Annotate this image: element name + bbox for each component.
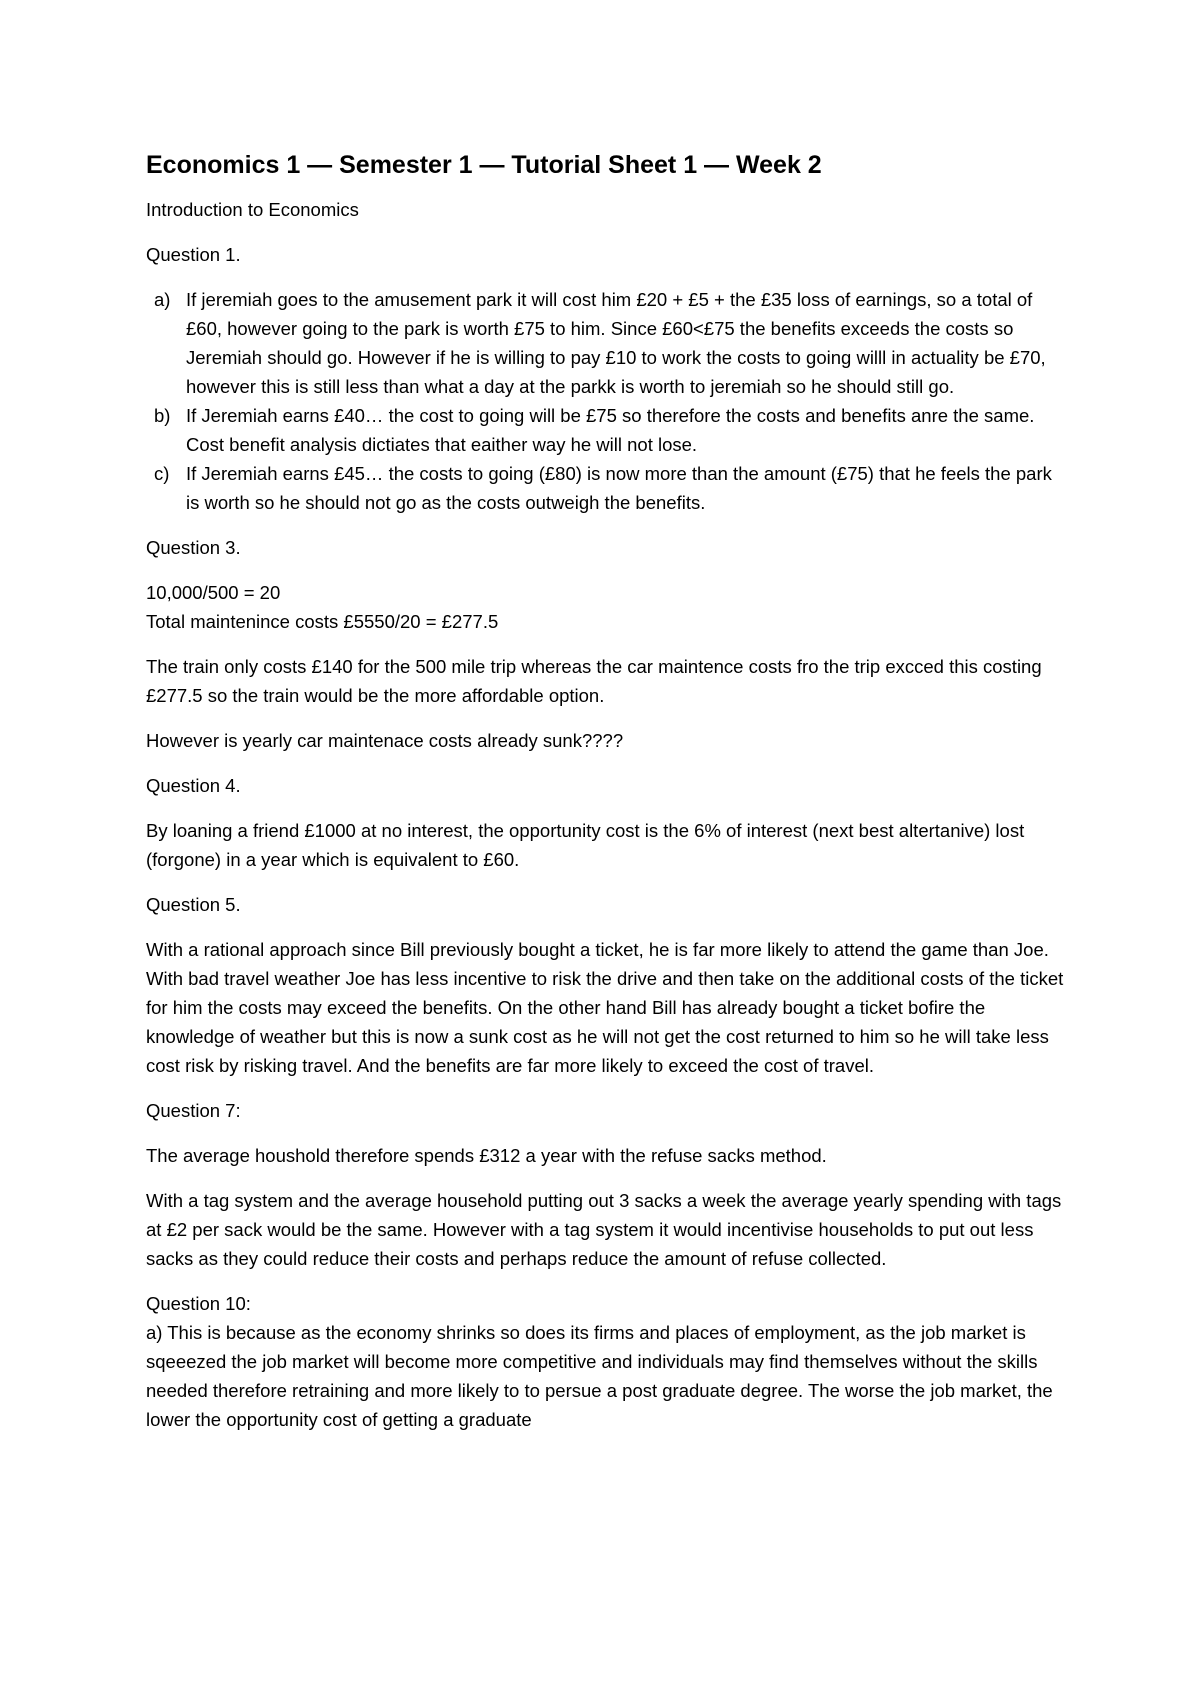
question-5-answer: With a rational approach since Bill previously bought a ticket, he is far more likely to attend the game than Joe. With bad travel weather Joe has less incentive to risk the drive and then take on the additional costs of the ticket for him the costs may exceed the benefits. On the other hand Bill has already bought a ticket bofire the knowledge of weather but this is now a sunk cost as he will not get the cost returned to him so he will take less cost risk by risking travel. And the benefits are far more likely to exceed the cost of travel.	[146, 939, 1064, 1076]
question-10-heading: Question 10:	[146, 1293, 251, 1314]
list-item-text: If jeremiah goes to the amusement park it will cost him £20 + £5 + the £35 loss of earnings, so a total of £60, however going to the park is worth £75 to him. Since £60<£75 the benefits exceeds the costs so Jeremiah should go. However if he is willing to pay £10 to work the costs to going willl in actuality be £70, however this is still less than what a day at the parkk is worth to jeremiah so he should still go.	[186, 289, 1046, 397]
question-1-item-c	[146, 459, 1066, 517]
question-5-heading: Question 5.	[146, 894, 241, 915]
document-title: Economics 1 — Semester 1 — Tutorial Sheet 1 — Week 2	[146, 151, 822, 179]
document-subtitle: Introduction to Economics	[146, 199, 359, 220]
question-4-heading: Question 4.	[146, 775, 241, 796]
list-marker: a)	[154, 289, 171, 310]
question-3-note: However is yearly car maintenace costs already sunk????	[146, 730, 624, 751]
question-3-calculation	[146, 578, 1066, 636]
question-7-heading: Question 7:	[146, 1100, 241, 1121]
question-10-answer: a) This is because as the economy shrinks so does its firms and places of employment, as the job market is sqeeezed the job market will become more competitive and individuals may find themselves without the skills needed therefore retraining and more likely to to persue a post graduate degree. The worse the job market, the lower the opportunity cost of getting a graduate	[146, 1322, 1053, 1430]
list-item-text: If Jeremiah earns £40… the cost to going will be £75 so therefore the costs and benefits anre the same. Cost benefit analysis dictiates that eaither way he will not lose.	[186, 405, 1035, 455]
question-1-heading: Question 1.	[146, 244, 241, 265]
calc-line: 10,000/500 = 20	[146, 582, 281, 603]
calc-line: Total maintenince costs £5550/20 = £277.5	[146, 611, 499, 632]
question-1-item-b	[146, 401, 1066, 459]
list-item-text: If Jeremiah earns £45… the costs to going (£80) is now more than the amount (£75) that he feels the park is worth so he should not go as the costs outweigh the benefits.	[186, 463, 1052, 513]
list-marker: b)	[154, 405, 171, 426]
question-1-item-a	[146, 285, 1066, 401]
document-body	[146, 148, 1066, 1450]
question-7-answer: The average houshold therefore spends £312 a year with the refuse sacks method.	[146, 1145, 827, 1166]
question-3-heading: Question 3.	[146, 537, 241, 558]
list-marker: c)	[154, 463, 170, 484]
question-4-answer: By loaning a friend £1000 at no interest, the opportunity cost is the 6% of interest (next best altertanive) lost (forgone) in a year which is equivalent to £60.	[146, 820, 1025, 870]
question-3-answer: The train only costs £140 for the 500 mile trip whereas the car maintence costs fro the trip excced this costing £277.5 so the train would be the more affordable option.	[146, 656, 1042, 706]
question-7-explanation: With a tag system and the average household putting out 3 sacks a week the average yearly spending with tags at £2 per sack would be the same. However with a tag system it would incentivise households to put out less sacks as they could reduce their costs and perhaps reduce the amount of refuse collected.	[146, 1190, 1062, 1269]
question-1-list	[146, 285, 1066, 517]
